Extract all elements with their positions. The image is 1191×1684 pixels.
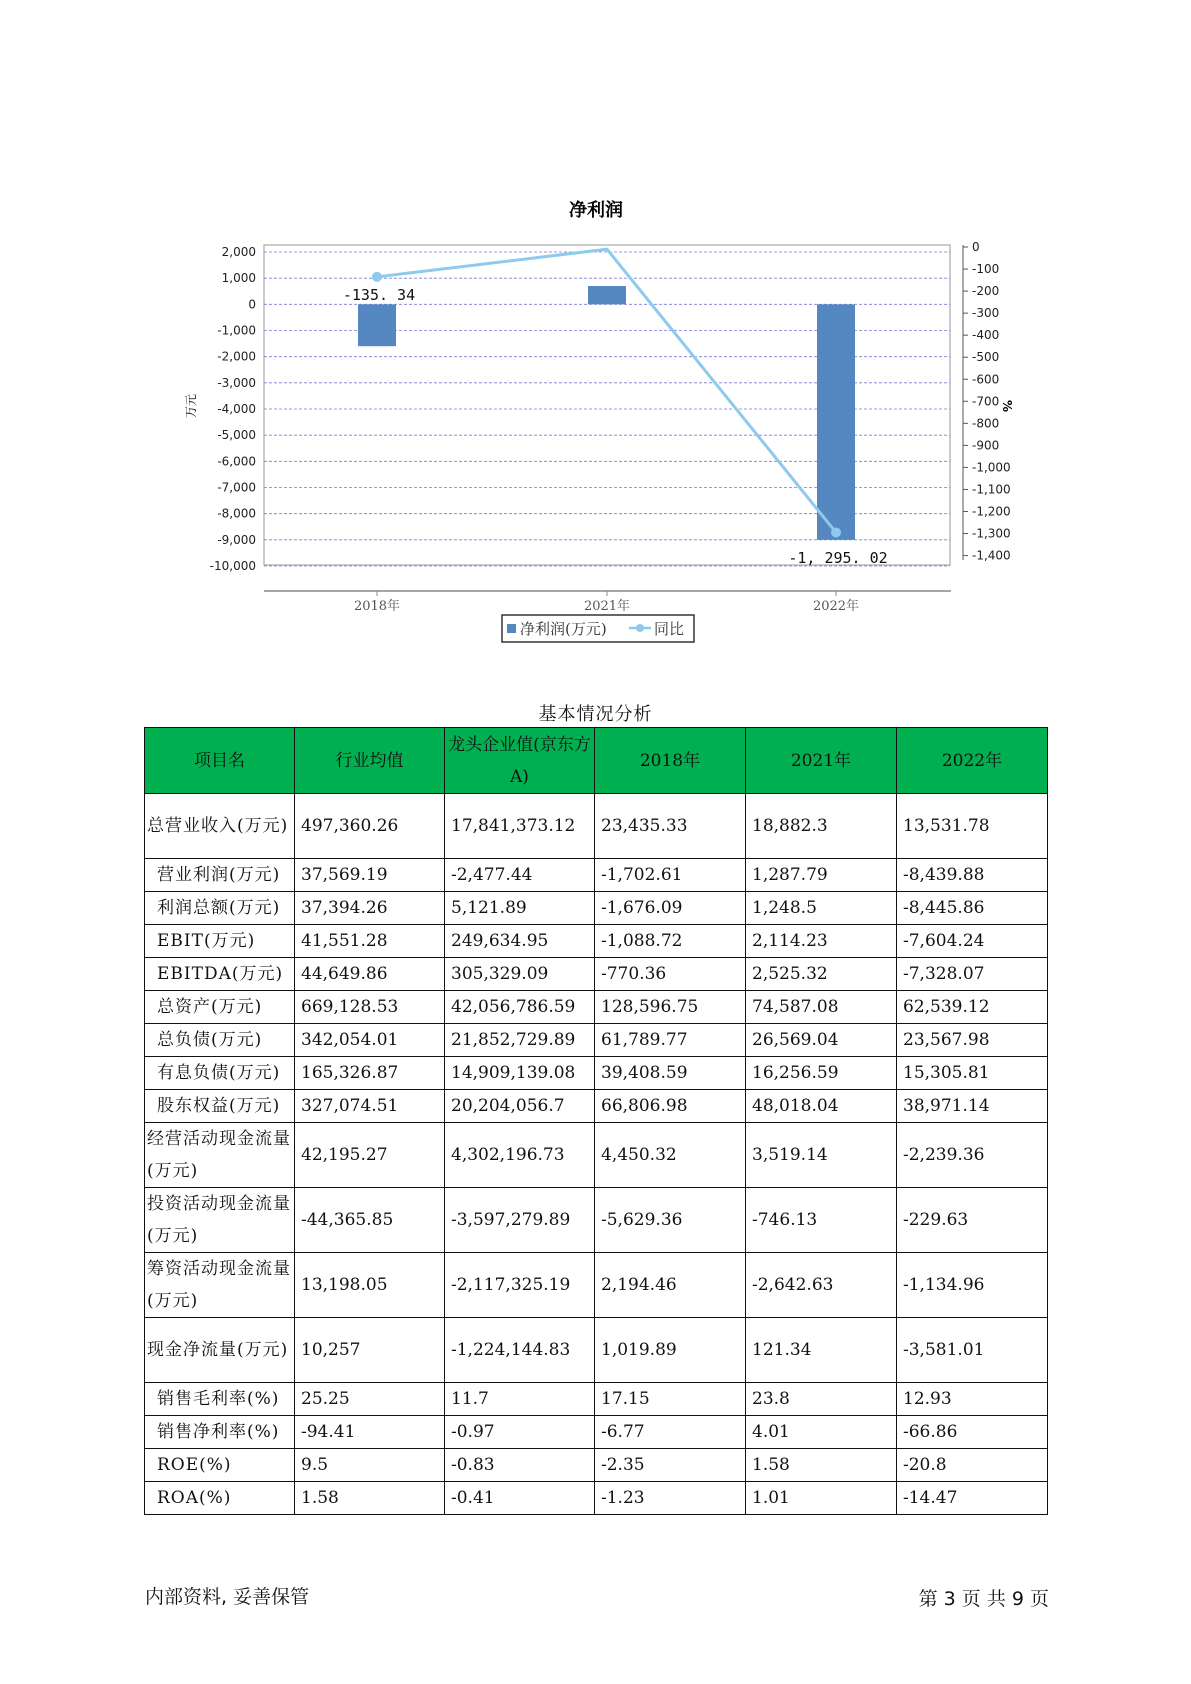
value-cell: -2,117,325.19 — [445, 1253, 595, 1318]
yoy-point — [831, 527, 841, 537]
value-cell: 20,204,056.7 — [445, 1090, 595, 1123]
value-cell: -746.13 — [746, 1188, 897, 1253]
y-tick-label: -7,000 — [217, 480, 256, 495]
value-cell: -0.41 — [445, 1482, 595, 1515]
value-cell: 128,596.75 — [595, 991, 746, 1024]
value-cell: 15,305.81 — [897, 1057, 1048, 1090]
legend-line-marker — [636, 624, 644, 632]
value-cell: 4.01 — [746, 1416, 897, 1449]
value-cell: 1,287.79 — [746, 859, 897, 892]
value-cell: 38,971.14 — [897, 1090, 1048, 1123]
y2-tick-label: -700 — [972, 394, 1000, 409]
value-cell: -8,445.86 — [897, 892, 1048, 925]
value-cell: -3,581.01 — [897, 1318, 1048, 1383]
value-cell: -5,629.36 — [595, 1188, 746, 1253]
value-cell: 5,121.89 — [445, 892, 595, 925]
table-row — [145, 1318, 1048, 1383]
value-cell: 61,789.77 — [595, 1024, 746, 1057]
value-cell: 13,531.78 — [897, 794, 1048, 859]
value-cell: 26,569.04 — [746, 1024, 897, 1057]
table-row — [145, 925, 1048, 958]
row-name-cell: 销售毛利率(%) — [145, 1383, 295, 1416]
table-row — [145, 1024, 1048, 1057]
value-cell: -3,597,279.89 — [445, 1188, 595, 1253]
value-cell: 327,074.51 — [295, 1090, 445, 1123]
y-axis-label: 万元 — [184, 393, 198, 419]
y-tick-label: -6,000 — [217, 454, 256, 469]
y-tick-label: -4,000 — [217, 402, 256, 416]
value-cell: 3,519.14 — [746, 1123, 897, 1188]
value-cell: 42,195.27 — [295, 1123, 445, 1188]
value-cell: 12.93 — [897, 1383, 1048, 1416]
value-cell: 37,394.26 — [295, 892, 445, 925]
header-cell: 2018年 — [595, 728, 746, 794]
table-caption: 基本情况分析 — [538, 704, 653, 725]
x-tick-label: 2022年 — [812, 599, 860, 614]
table-row — [145, 1188, 1048, 1253]
value-cell: 16,256.59 — [746, 1057, 897, 1090]
value-cell: 74,587.08 — [746, 991, 897, 1024]
y-axis-left-ticks — [210, 245, 256, 573]
value-cell: -2.35 — [595, 1449, 746, 1482]
row-name-cell: 经营活动现金流量(万元) — [145, 1123, 295, 1188]
value-cell: 1.58 — [295, 1482, 445, 1515]
value-cell: 62,539.12 — [897, 991, 1048, 1024]
value-cell: -14.47 — [897, 1482, 1048, 1515]
value-cell: 249,634.95 — [445, 925, 595, 958]
table-row — [145, 958, 1048, 991]
value-cell: 121.34 — [746, 1318, 897, 1383]
value-cell: -1.23 — [595, 1482, 746, 1515]
x-axis-ticks — [354, 591, 859, 614]
y-tick-label: 0 — [248, 297, 256, 312]
bar-2021年 — [588, 286, 626, 304]
row-name-cell: 总负债(万元) — [145, 1024, 295, 1057]
value-cell: 1,019.89 — [595, 1318, 746, 1383]
row-name-cell: EBITDA(万元) — [145, 958, 295, 991]
value-cell: -2,477.44 — [445, 859, 595, 892]
value-cell: -1,676.09 — [595, 892, 746, 925]
y2-tick-label: -900 — [972, 438, 1000, 453]
table-row — [145, 1383, 1048, 1416]
value-cell: 23,567.98 — [897, 1024, 1048, 1057]
value-cell: 9.5 — [295, 1449, 445, 1482]
y2-tick-label: -500 — [972, 350, 1000, 365]
net-profit-chart — [0, 0, 1191, 660]
table-row — [145, 1482, 1048, 1515]
row-name-cell: 销售净利率(%) — [145, 1416, 295, 1449]
bar-series — [358, 286, 855, 540]
value-cell: -2,642.63 — [746, 1253, 897, 1318]
table-row — [145, 892, 1048, 925]
y-tick-label: -2,000 — [217, 349, 256, 364]
value-cell: 669,128.53 — [295, 991, 445, 1024]
table-row — [145, 991, 1048, 1024]
value-cell: 41,551.28 — [295, 925, 445, 958]
value-cell: 1.01 — [746, 1482, 897, 1515]
value-cell: 1.58 — [746, 1449, 897, 1482]
value-cell: 42,056,786.59 — [445, 991, 595, 1024]
value-cell: -2,239.36 — [897, 1123, 1048, 1188]
value-cell: -8,439.88 — [897, 859, 1048, 892]
value-cell: -7,604.24 — [897, 925, 1048, 958]
value-cell: 4,302,196.73 — [445, 1123, 595, 1188]
row-name-cell: EBIT(万元) — [145, 925, 295, 958]
value-cell: 48,018.04 — [746, 1090, 897, 1123]
header-cell: 行业均值 — [295, 728, 445, 794]
value-cell: -1,224,144.83 — [445, 1318, 595, 1383]
y-tick-label: 1,000 — [221, 271, 256, 286]
value-cell: -44,365.85 — [295, 1188, 445, 1253]
value-cell: 17.15 — [595, 1383, 746, 1416]
y2-tick-label: -400 — [972, 328, 1000, 343]
row-name-cell: 现金净流量(万元) — [145, 1318, 295, 1383]
value-cell: 165,326.87 — [295, 1057, 445, 1090]
legend-bar-label: 净利润(万元) — [520, 620, 607, 638]
value-cell: 305,329.09 — [445, 958, 595, 991]
y-tick-label: -5,000 — [217, 428, 256, 443]
value-cell: -66.86 — [897, 1416, 1048, 1449]
chart-legend — [502, 615, 694, 642]
y2-tick-label: -100 — [972, 262, 1000, 277]
bar-2018年 — [358, 304, 396, 346]
y2-tick-label: -1,100 — [972, 482, 1011, 497]
y-tick-label: -3,000 — [217, 375, 256, 390]
value-cell: 342,054.01 — [295, 1024, 445, 1057]
row-name-cell: 投资活动现金流量(万元) — [145, 1188, 295, 1253]
value-cell: -1,134.96 — [897, 1253, 1048, 1318]
table-row — [145, 859, 1048, 892]
y-tick-label: -9,000 — [217, 532, 256, 547]
basic-analysis-table — [144, 727, 1048, 1515]
y2-tick-label: -1,000 — [972, 460, 1011, 475]
value-cell: -1,088.72 — [595, 925, 746, 958]
value-cell: 23,435.33 — [595, 794, 746, 859]
row-name-cell: 营业利润(万元) — [145, 859, 295, 892]
value-cell: 13,198.05 — [295, 1253, 445, 1318]
y-tick-label: -1,000 — [217, 323, 256, 338]
header-cell: 项目名 — [145, 728, 295, 794]
value-cell: 21,852,729.89 — [445, 1024, 595, 1057]
table-row — [145, 794, 1048, 859]
row-name-cell: ROE(%) — [145, 1449, 295, 1482]
value-cell: 11.7 — [445, 1383, 595, 1416]
legend-bar-swatch — [507, 624, 516, 633]
row-name-cell: 筹资活动现金流量(万元) — [145, 1253, 295, 1318]
row-name-cell: 总营业收入(万元) — [145, 794, 295, 859]
row-name-cell: 股东权益(万元) — [145, 1090, 295, 1123]
y2-tick-label: -300 — [972, 306, 1000, 321]
value-cell: 497,360.26 — [295, 794, 445, 859]
table-row — [145, 1090, 1048, 1123]
y2-axis-label: % — [1000, 399, 1014, 413]
value-cell: 18,882.3 — [746, 794, 897, 859]
value-cell: 39,408.59 — [595, 1057, 746, 1090]
data-label: -1, 295. 02 — [788, 549, 888, 567]
value-cell: 23.8 — [746, 1383, 897, 1416]
row-name-cell: 利润总额(万元) — [145, 892, 295, 925]
footer-confidential-note: 内部资料, 妥善保管 — [145, 1586, 310, 1608]
y-tick-label: -8,000 — [217, 506, 256, 521]
value-cell: 2,114.23 — [746, 925, 897, 958]
value-cell: 37,569.19 — [295, 859, 445, 892]
value-cell: 10,257 — [295, 1318, 445, 1383]
data-labels — [343, 286, 888, 567]
value-cell: -1,702.61 — [595, 859, 746, 892]
table-row — [145, 1253, 1048, 1318]
value-cell: -94.41 — [295, 1416, 445, 1449]
y2-tick-label: -600 — [972, 372, 1000, 387]
value-cell: 25.25 — [295, 1383, 445, 1416]
value-cell: 2,525.32 — [746, 958, 897, 991]
value-cell: 1,248.5 — [746, 892, 897, 925]
bar-2022年 — [817, 304, 855, 540]
value-cell: 4,450.32 — [595, 1123, 746, 1188]
value-cell: -6.77 — [595, 1416, 746, 1449]
value-cell: -0.83 — [445, 1449, 595, 1482]
y2-tick-label: 0 — [972, 240, 980, 254]
value-cell: -229.63 — [897, 1188, 1048, 1253]
value-cell: -7,328.07 — [897, 958, 1048, 991]
y2-tick-label: -200 — [972, 284, 1000, 299]
data-label: -135. 34 — [342, 286, 416, 304]
header-cell: 2022年 — [897, 728, 1048, 794]
chart-title: 净利润 — [569, 200, 623, 221]
row-name-cell: ROA(%) — [145, 1482, 295, 1515]
yoy-point — [372, 272, 382, 282]
y-tick-label: 2,000 — [221, 245, 256, 259]
header-cell: 2021年 — [746, 728, 897, 794]
footer-page-number: 第 3 页 共 9 页 — [918, 1588, 1049, 1610]
y2-tick-label: -1,300 — [972, 526, 1011, 541]
row-name-cell: 总资产(万元) — [145, 991, 295, 1024]
value-cell: 66,806.98 — [595, 1090, 746, 1123]
table-row — [145, 1123, 1048, 1188]
y-tick-label: -10,000 — [209, 559, 256, 573]
row-name-cell: 有息负债(万元) — [145, 1057, 295, 1090]
value-cell: 17,841,373.12 — [445, 794, 595, 859]
y2-tick-label: -1,400 — [972, 548, 1011, 563]
legend-line-label: 同比 — [654, 620, 685, 638]
value-cell: -20.8 — [897, 1449, 1048, 1482]
header-cell: 龙头企业值(京东方A) — [445, 728, 595, 794]
y2-tick-label: -1,200 — [972, 504, 1011, 519]
value-cell: 14,909,139.08 — [445, 1057, 595, 1090]
value-cell: -0.97 — [445, 1416, 595, 1449]
table-row — [145, 1057, 1048, 1090]
x-tick-label: 2018年 — [353, 599, 401, 614]
table-row — [145, 1449, 1048, 1482]
table-header-row — [145, 728, 1048, 794]
x-tick-label: 2021年 — [583, 599, 631, 614]
value-cell: 44,649.86 — [295, 958, 445, 991]
value-cell: 2,194.46 — [595, 1253, 746, 1318]
y2-tick-label: -800 — [972, 416, 1000, 431]
table-row — [145, 1416, 1048, 1449]
value-cell: -770.36 — [595, 958, 746, 991]
